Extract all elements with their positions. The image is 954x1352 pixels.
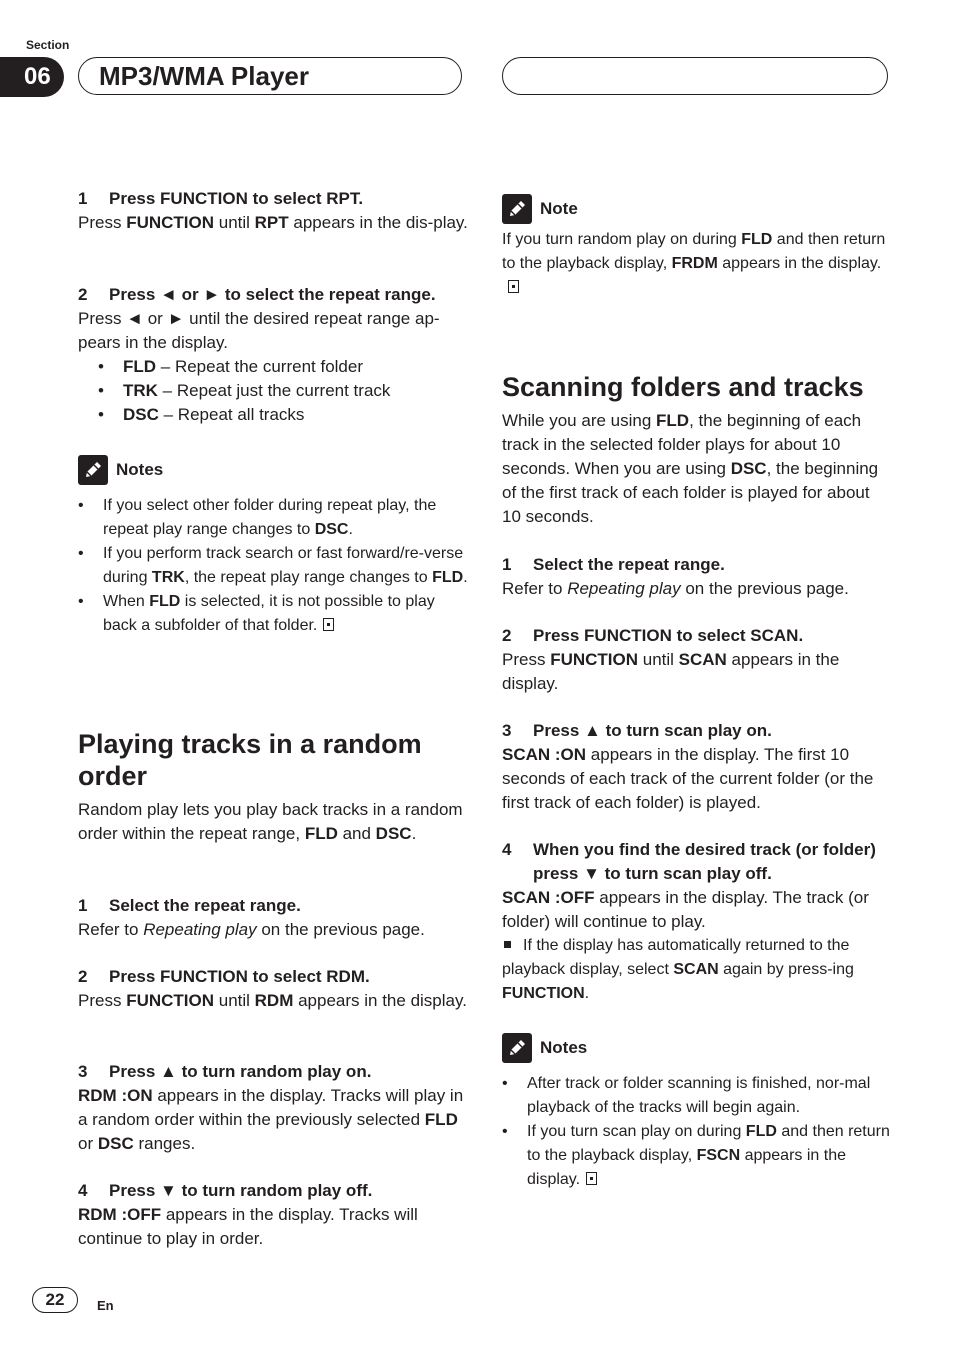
step-title: 1 Select the repeat range.	[502, 555, 725, 574]
pencil-note-icon	[502, 194, 532, 224]
random-section	[78, 728, 468, 846]
notes-list	[502, 1072, 892, 1192]
step-body: Press FUNCTION until SCAN appears in the display.	[502, 650, 840, 693]
random-intro: Random play lets you play back tracks in a random order within the repeat range, FLD and DSC.	[78, 800, 463, 843]
step-title: 1 Select the repeat range.	[78, 896, 301, 915]
step-title: 4 Press ▼ to turn random play off.	[78, 1181, 373, 1200]
random-step-2	[78, 965, 468, 1013]
section-number-tab: 06	[0, 57, 64, 97]
step-title: 2 Press FUNCTION to select SCAN.	[502, 626, 804, 645]
step-title: 3 Press ▲ to turn random play on.	[78, 1062, 372, 1081]
step-body: Press ◄ or ► until the desired repeat range ap-pears in the display.	[78, 309, 440, 352]
list-item: • If you select other folder during repeat play, the repeat play range changes to DSC.	[78, 494, 468, 542]
step-body: Refer to Repeating play on the previous page.	[78, 920, 425, 939]
notes-box	[78, 455, 468, 638]
notes-list	[78, 494, 468, 638]
repeat-range-list	[78, 355, 468, 427]
section-title-empty-box	[502, 57, 888, 95]
list-item: • When FLD is selected, it is not possible to play back a subfolder of that folder.	[78, 590, 468, 638]
pencil-note-icon	[502, 1033, 532, 1063]
step-body: RDM :OFF appears in the display. Tracks will continue to play in order.	[78, 1205, 418, 1248]
list-item: • After track or folder scanning is finished, nor-mal playback of the tracks will begin again.	[502, 1072, 892, 1120]
step-body: Press FUNCTION until RPT appears in the dis-play.	[78, 213, 468, 232]
end-mark-icon	[508, 280, 519, 293]
step-body: RDM :ON appears in the display. Tracks will play in a random order within the previously selected FLD or DSC ranges.	[78, 1086, 464, 1153]
random-heading: Playing tracks in a random order	[78, 729, 422, 791]
step-body: Refer to Repeating play on the previous page.	[502, 579, 849, 598]
page-number: 22	[32, 1287, 78, 1313]
note-heading: Note	[502, 194, 892, 224]
step-title: 1 Press FUNCTION to select RPT.	[78, 189, 364, 208]
note-box	[502, 194, 892, 300]
scan-intro: While you are using FLD, the beginning of each track in the selected folder plays for about 10 seconds. When you are using DSC, the beginning of the first track of each folder is played for about 10 seconds.	[502, 411, 879, 526]
repeat-step-1	[78, 187, 468, 235]
step-body: SCAN :OFF appears in the display. The track (or folder) will continue to play.	[502, 888, 869, 931]
notes-heading: Notes	[502, 1033, 892, 1063]
random-step-1	[78, 894, 468, 942]
step-title: 4 When you find the desired track (or folder) press ▼ to turn scan play off.	[502, 840, 876, 883]
square-bullet-icon	[504, 941, 511, 948]
section-label: Section	[26, 38, 70, 52]
end-mark-icon	[323, 618, 334, 631]
scan-step-1	[502, 553, 892, 601]
list-item: • TRK – Repeat just the current track	[78, 379, 468, 403]
step-body: SCAN :ON appears in the display. The first 10 seconds of each track of the current folder (or the first track of each folder) is played.	[502, 745, 874, 812]
step-title: 2 Press ◄ or ► to select the repeat range.	[78, 285, 436, 304]
random-step-4	[78, 1179, 468, 1251]
repeat-step-2	[78, 283, 468, 427]
scan-notes-box	[502, 1033, 892, 1192]
end-mark-icon	[586, 1172, 597, 1185]
language-label: En	[97, 1298, 114, 1313]
scan-step-2	[502, 624, 892, 696]
note-text: If you turn random play on during FLD and then return to the playback display, FRDM appears in the display.	[502, 228, 892, 300]
step-title: 2 Press FUNCTION to select RDM.	[78, 967, 370, 986]
pencil-note-icon	[78, 455, 108, 485]
notes-heading: Notes	[78, 455, 468, 485]
list-item: • FLD – Repeat the current folder	[78, 355, 468, 379]
scan-heading: Scanning folders and tracks	[502, 372, 864, 402]
list-item: • DSC – Repeat all tracks	[78, 403, 468, 427]
scan-tip: If the display has automatically returned to the playback display, select SCAN again by press-ing FUNCTION.	[502, 937, 854, 1002]
step-title: 3 Press ▲ to turn scan play on.	[502, 721, 772, 740]
scan-step-4	[502, 838, 892, 1006]
step-body: Press FUNCTION until RDM appears in the display.	[78, 991, 467, 1010]
list-item: • If you turn scan play on during FLD and then return to the playback display, FSCN appears in the display.	[502, 1120, 892, 1192]
scan-section	[502, 371, 892, 529]
random-step-3	[78, 1060, 468, 1156]
section-title: MP3/WMA Player	[78, 57, 462, 95]
list-item: • If you perform track search or fast forward/re-verse during TRK, the repeat play range changes to FLD.	[78, 542, 468, 590]
scan-step-3	[502, 719, 892, 815]
